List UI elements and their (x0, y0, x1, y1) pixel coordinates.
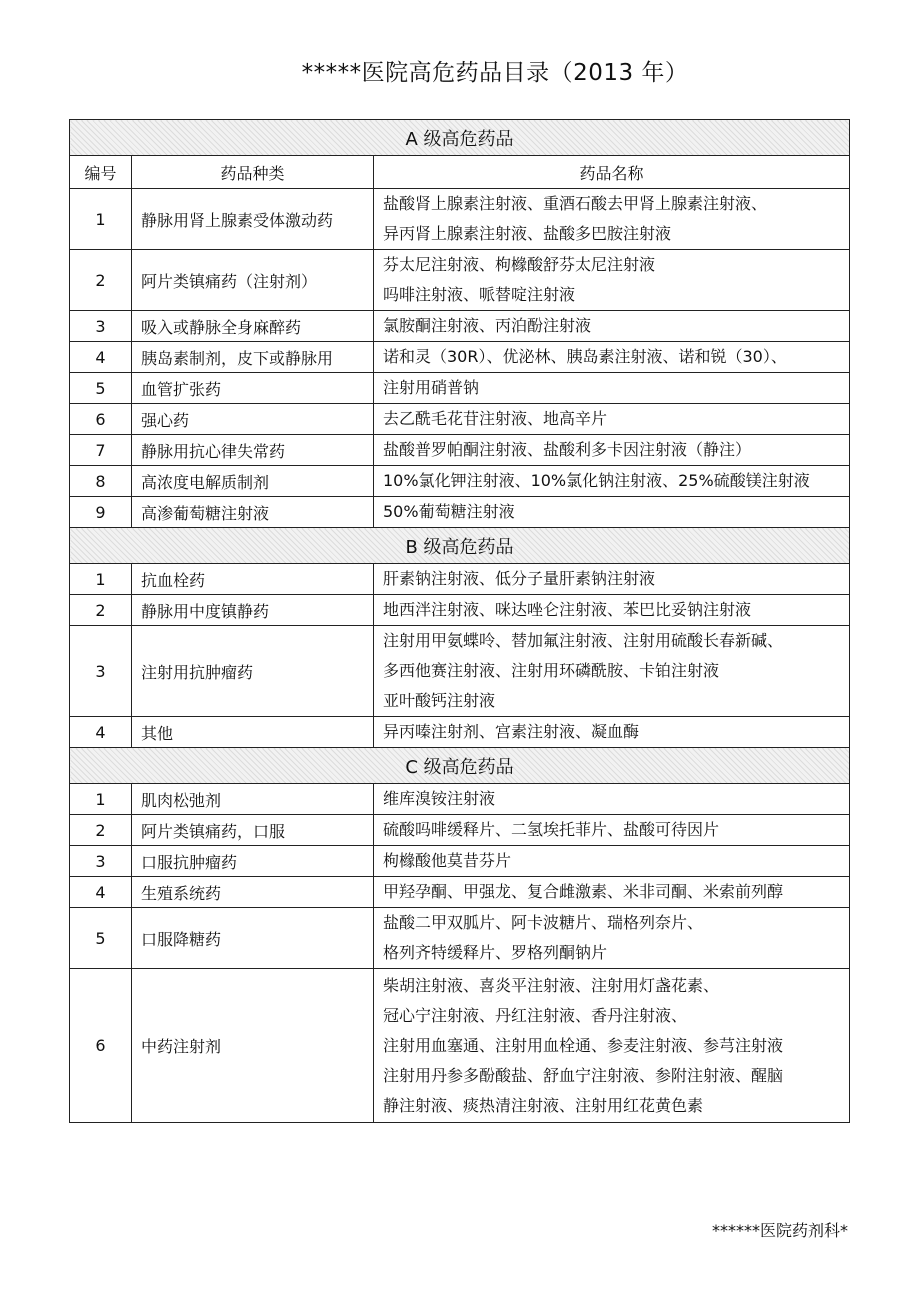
drug-names (374, 877, 850, 908)
drug-names-line: 氯胺酮注射液、丙泊酚注射液 (383, 316, 592, 335)
drug-names-line: 亚叶酸钙注射液 (383, 691, 496, 710)
drug-names (374, 595, 850, 626)
drug-names (374, 908, 850, 969)
drug-names-line: 硫酸吗啡缓释片、二氢埃托菲片、盐酸可待因片 (383, 820, 720, 839)
drug-names-line: 盐酸普罗帕酮注射液、盐酸利多卡因注射液（静注） (383, 440, 752, 459)
row-number: 2 (70, 250, 132, 311)
drug-names-line: 异丙嗪注射剂、宫素注射液、凝血酶 (383, 722, 640, 741)
column-header-names: 药品名称 (374, 156, 850, 189)
row-number: 2 (70, 595, 132, 626)
drug-category: 高渗葡萄糖注射液 (132, 497, 374, 528)
drug-category: 静脉用肾上腺素受体激动药 (132, 189, 374, 250)
table-row (70, 250, 850, 311)
row-number: 4 (70, 342, 132, 373)
footer-signature: ******医院药剂科* (711, 1221, 848, 1240)
drug-names-line: 吗啡注射液、哌替啶注射液 (383, 285, 576, 304)
drug-names-line: 50%葡萄糖注射液 (383, 502, 515, 521)
table-row (70, 435, 850, 466)
row-number: 2 (70, 815, 132, 846)
drug-names-line: 盐酸肾上腺素注射液、重酒石酸去甲肾上腺素注射液、 (383, 194, 768, 213)
section-header-row (70, 748, 850, 784)
drug-names (374, 311, 850, 342)
drug-names-line: 柴胡注射液、喜炎平注射液、注射用灯盏花素、 (383, 975, 720, 995)
drug-category: 静脉用抗心律失常药 (132, 435, 374, 466)
table-row (70, 784, 850, 815)
drug-names (374, 717, 850, 748)
drug-category: 抗血栓药 (132, 564, 374, 595)
drug-names-line: 芬太尼注射液、枸橼酸舒芬太尼注射液 (383, 255, 656, 274)
drug-names-line: 10%氯化钾注射液、10%氯化钠注射液、25%硫酸镁注射液 (383, 471, 810, 490)
row-number: 3 (70, 311, 132, 342)
table-row (70, 908, 850, 969)
drug-names (374, 626, 850, 717)
drug-names (374, 497, 850, 528)
row-number: 1 (70, 189, 132, 250)
drug-names (374, 342, 850, 373)
section-title: B 级高危药品 (70, 528, 850, 564)
column-header-category: 药品种类 (132, 156, 374, 189)
table-row (70, 595, 850, 626)
section-header-row (70, 528, 850, 564)
high-risk-drug-table (69, 119, 850, 1123)
drug-category: 静脉用中度镇静药 (132, 595, 374, 626)
drug-names (374, 466, 850, 497)
drug-names-line: 注射用丹参多酚酸盐、舒血宁注射液、参附注射液、醒脑 (383, 1065, 784, 1085)
drug-category: 强心药 (132, 404, 374, 435)
drug-category: 中药注射剂 (132, 969, 374, 1123)
row-number: 3 (70, 846, 132, 877)
row-number: 1 (70, 784, 132, 815)
drug-names (374, 250, 850, 311)
drug-category: 肌肉松弛剂 (132, 784, 374, 815)
table-row (70, 404, 850, 435)
drug-names (374, 784, 850, 815)
row-number: 4 (70, 717, 132, 748)
drug-category: 口服降糖药 (132, 908, 374, 969)
section-title: A 级高危药品 (70, 120, 850, 156)
section-title: C 级高危药品 (70, 748, 850, 784)
drug-names (374, 815, 850, 846)
drug-names-line: 静注射液、痰热清注射液、注射用红花黄色素 (383, 1095, 704, 1115)
drug-names-line: 诺和灵（30R）、优泌林、胰岛素注射液、诺和锐（30）、 (383, 347, 787, 366)
drug-category: 其他 (132, 717, 374, 748)
document-title: *****医院高危药品目录（2013 年） (301, 60, 689, 86)
drug-names (374, 564, 850, 595)
row-number: 3 (70, 626, 132, 717)
drug-names-line: 肝素钠注射液、低分子量肝素钠注射液 (383, 569, 656, 588)
drug-category: 胰岛素制剂，皮下或静脉用 (132, 342, 374, 373)
table-row (70, 717, 850, 748)
drug-names-line: 地西泮注射液、咪达唑仑注射液、苯巴比妥钠注射液 (383, 600, 752, 619)
drug-names-line: 盐酸二甲双胍片、阿卡波糖片、瑞格列奈片、 (383, 913, 704, 932)
drug-names (374, 404, 850, 435)
table-row (70, 626, 850, 717)
table-row (70, 466, 850, 497)
row-number: 6 (70, 404, 132, 435)
drug-category: 注射用抗肿瘤药 (132, 626, 374, 717)
drug-names-line: 甲羟孕酮、甲强龙、复合雌激素、米非司酮、米索前列醇 (383, 882, 784, 901)
row-number: 9 (70, 497, 132, 528)
table-row (70, 311, 850, 342)
drug-category: 吸入或静脉全身麻醉药 (132, 311, 374, 342)
table-row (70, 497, 850, 528)
drug-names-line: 注射用甲氨蝶呤、替加氟注射液、注射用硫酸长春新碱、 (383, 631, 784, 650)
drug-category: 口服抗肿瘤药 (132, 846, 374, 877)
column-header-num: 编号 (70, 156, 132, 189)
drug-names-line: 去乙酰毛花苷注射液、地高辛片 (383, 409, 608, 428)
row-number: 6 (70, 969, 132, 1123)
table-row (70, 342, 850, 373)
row-number: 4 (70, 877, 132, 908)
drug-category: 血管扩张药 (132, 373, 374, 404)
table-row (70, 877, 850, 908)
drug-category: 阿片类镇痛药（注射剂） (132, 250, 374, 311)
drug-names (374, 846, 850, 877)
drug-names-line: 维库溴铵注射液 (383, 789, 496, 808)
section-header-row (70, 120, 850, 156)
drug-names-line: 格列齐特缓释片、罗格列酮钠片 (383, 943, 608, 962)
drug-category: 高浓度电解质制剂 (132, 466, 374, 497)
table-row (70, 815, 850, 846)
drug-category: 生殖系统药 (132, 877, 374, 908)
drug-names-line: 注射用血塞通、注射用血栓通、参麦注射液、参芎注射液 (383, 1035, 784, 1055)
drug-names (374, 189, 850, 250)
table-row (70, 373, 850, 404)
row-number: 1 (70, 564, 132, 595)
row-number: 5 (70, 908, 132, 969)
table-row (70, 969, 850, 1123)
table-row (70, 846, 850, 877)
drug-names (374, 969, 850, 1123)
table-row (70, 189, 850, 250)
drug-names-line: 枸橼酸他莫昔芬片 (383, 851, 512, 870)
drug-names (374, 435, 850, 466)
drug-names-line: 注射用硝普钠 (383, 378, 480, 397)
row-number: 7 (70, 435, 132, 466)
column-header-row (70, 156, 850, 189)
drug-names-line: 冠心宁注射液、丹红注射液、香丹注射液、 (383, 1005, 688, 1025)
row-number: 8 (70, 466, 132, 497)
drug-names-line: 异丙肾上腺素注射液、盐酸多巴胺注射液 (383, 224, 672, 243)
row-number: 5 (70, 373, 132, 404)
drug-names (374, 373, 850, 404)
drug-category: 阿片类镇痛药，口服 (132, 815, 374, 846)
drug-names-line: 多西他赛注射液、注射用环磷酰胺、卡铂注射液 (383, 661, 720, 680)
table-row (70, 564, 850, 595)
